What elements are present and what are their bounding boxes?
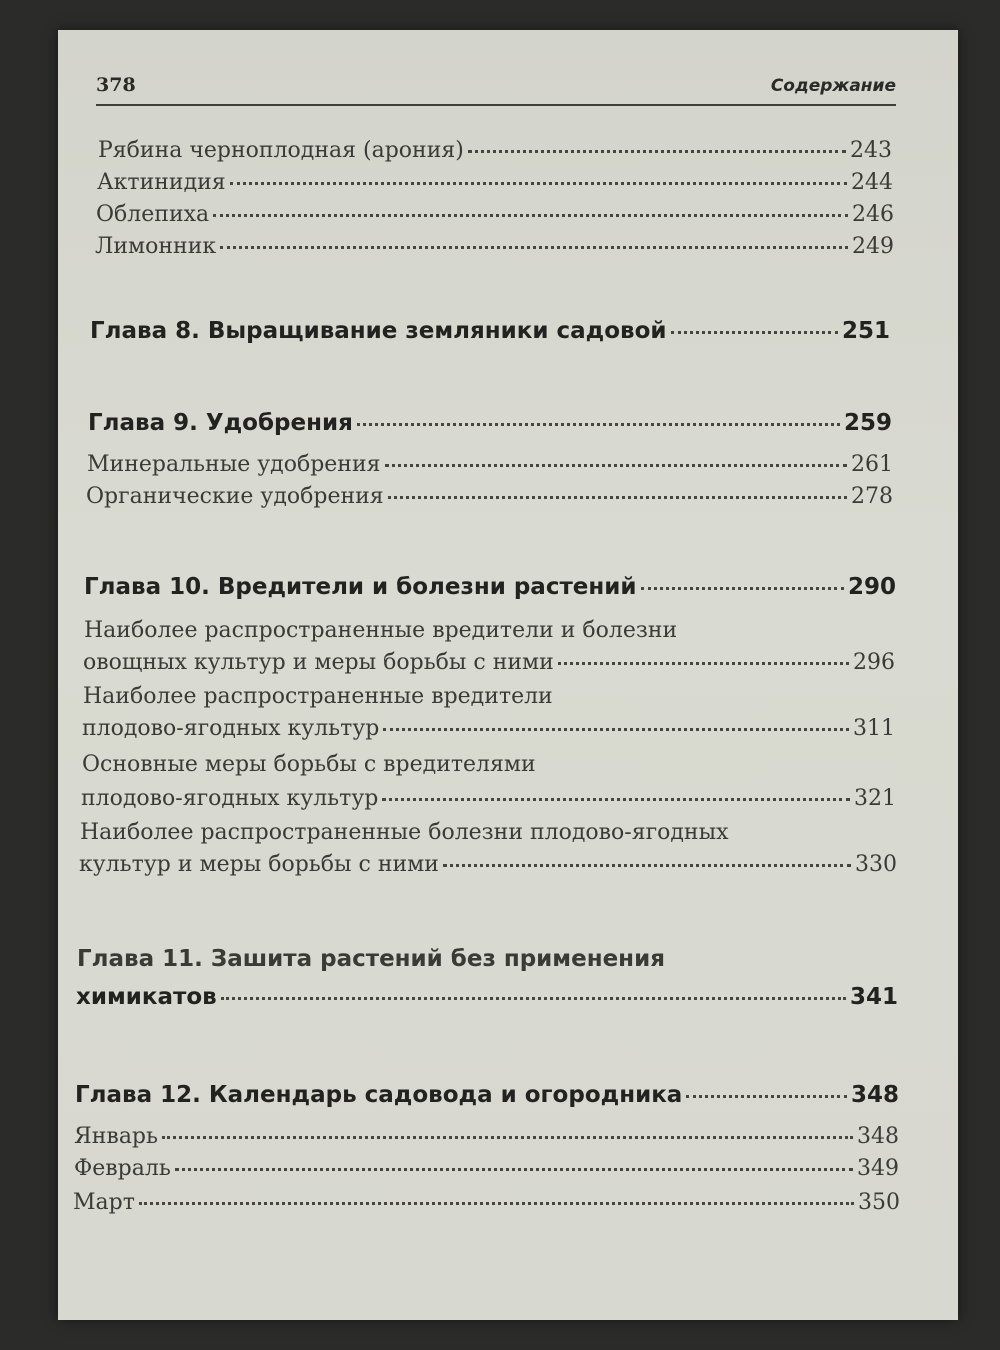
toc-entry: плодово-ягодных культур 321	[81, 786, 896, 811]
toc-entry: Март 350	[73, 1190, 900, 1215]
toc-entry: Январь 348	[74, 1124, 899, 1149]
toc-entry-line1: Наиболее распространенные вредители и болезни	[84, 618, 678, 643]
toc-entry: культур и меры борьбы с ними 330	[79, 852, 897, 877]
toc-chapter: Глава 8. Выращивание земляники садовой 251	[90, 318, 890, 344]
toc-entry: Актинидия 244	[97, 170, 893, 195]
toc-entry: Рябина черноплодная (арония) 243	[98, 138, 892, 163]
toc-entry: Лимонник 249	[95, 234, 894, 259]
toc-entry: Органические удобрения 278	[86, 484, 893, 509]
toc-chapter: химикатов 341	[76, 984, 898, 1010]
page-header	[96, 70, 896, 106]
toc-chapter: Глава 9. Удобрения 259	[88, 410, 892, 436]
toc-entry: Февраль 349	[74, 1156, 899, 1181]
page-number: 378	[96, 74, 136, 96]
toc-entry-line1: Основные меры борьбы с вредителями	[82, 752, 536, 777]
toc-entry: Облепиха 246	[96, 202, 894, 227]
toc-chapter: Глава 10. Вредители и болезни растений 290	[84, 574, 896, 600]
toc-chapter: Глава 12. Календарь садовода и огородника 348	[75, 1082, 899, 1108]
running-title: Содержание	[770, 76, 896, 96]
toc-entry: Минеральные удобрения 261	[87, 452, 893, 477]
toc-entry-line1: Наиболее распространенные болезни плодово-ягодных	[80, 820, 729, 845]
toc-chapter-line1: Глава 11. Зашита растений без применения	[77, 946, 665, 972]
toc-entry: овощных культур и меры борьбы с ними 296	[83, 650, 895, 675]
toc-entry-line1: Наиболее распространенные вредители	[83, 684, 553, 709]
toc-entry: плодово-ягодных культур 311	[82, 716, 895, 741]
